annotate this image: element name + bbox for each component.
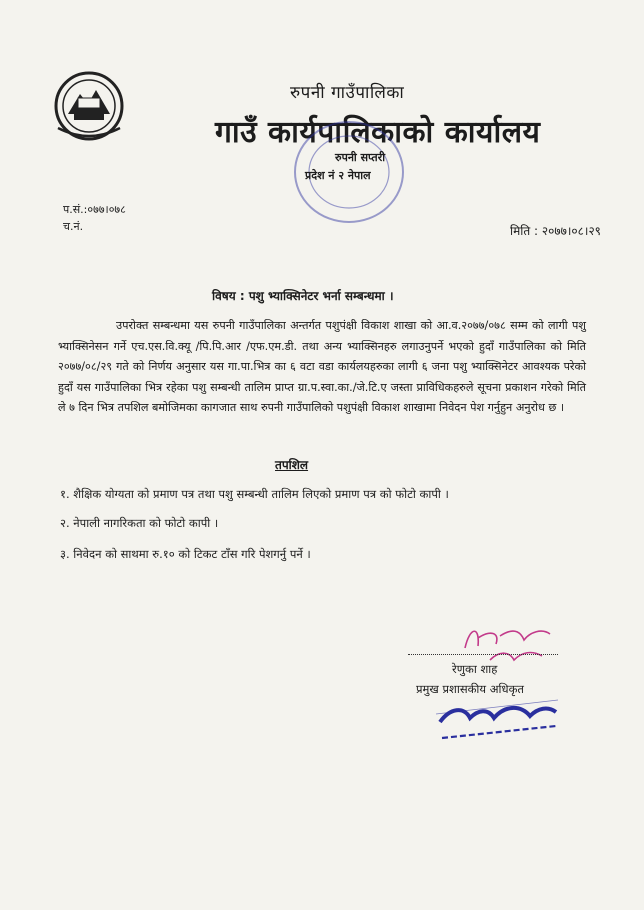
handwritten-signature <box>450 618 560 666</box>
list-item: २. नेपाली नागरिकता को फोटो कापी । <box>60 516 219 530</box>
office-name-large: गाउँ कार्यपालिकाको कार्यालय <box>215 115 541 150</box>
signature-line <box>408 654 558 655</box>
letter-date: मिति : २०७७।०८।२९ <box>510 224 601 238</box>
list-heading: तपशिल <box>275 458 309 472</box>
letter-subject: विषय : पशु भ्याक्सिनेटर भर्ना सम्बन्धमा । <box>212 289 394 303</box>
reference-number: प.सं.:०७७।०७८ <box>63 203 126 216</box>
list-item: ३. निवेदन को साथमा रु.१० को टिकट टाँस गरि पेशगर्नु पर्ने । <box>60 547 311 561</box>
office-province: प्रदेश नं २ नेपाल <box>305 169 371 182</box>
government-emblem-icon <box>50 70 128 142</box>
list-item: १. शैक्षिक योग्यता को प्रमाण पत्र तथा पशु सम्बन्धी तालिम लिएको प्रमाण पत्र को फोटो कापी । <box>60 487 449 501</box>
signatory-stamp <box>430 688 565 744</box>
signatory-title: प्रमुख प्रशासकीय अधिकृत <box>416 682 524 696</box>
letter-body: उपरोक्त सम्बन्धमा यस रुपनी गाउँपालिका अन्तर्गत पशुपंक्षी विकाश शाखा को आ.व.२०७७/०७८ सम्म को लागी पशु भ्याक्सिनेसन गर्ने एच.एस.वि.क्यू /पि.पि.आर /एफ.एम.डी. तथा अन्य भ्याक्सिनहरु लगाउनुपर्ने भएको हुदाँ गाउँपालिका को मिति २०७७/०८/२९ गते को निर्णय अनुसार यस गा.पा.भित्र का ६ वटा वडा कार्यलयहरुका लागी ६ जना पशु भ्याक्सिनेटर आवश्यक परेको हुदाँ यस गाउँपालिका भित्र रहेका पशु सम्बन्धी तालिम प्राप्त ग्रा.प.स्वा.का./जे.टि.ए जस्ता प्राविधिकहरुले सूचना प्रकाशन गरेको मिति ले ७ दिन भित्र तपशिल बमोजिमका कागजात साथ रुपनी गाउँपालिको पशुपंक्षी विकाश शाखामा निवेदन पेश गर्नुहुन अनुरोध छ । <box>58 319 586 415</box>
office-place: रुपनी सप्तरी <box>335 151 386 164</box>
signatory-name: रेणुका शाह <box>452 662 498 676</box>
dispatch-number: च.नं. <box>63 220 84 233</box>
office-name-small: रुपनी गाउँपालिका <box>290 83 405 103</box>
